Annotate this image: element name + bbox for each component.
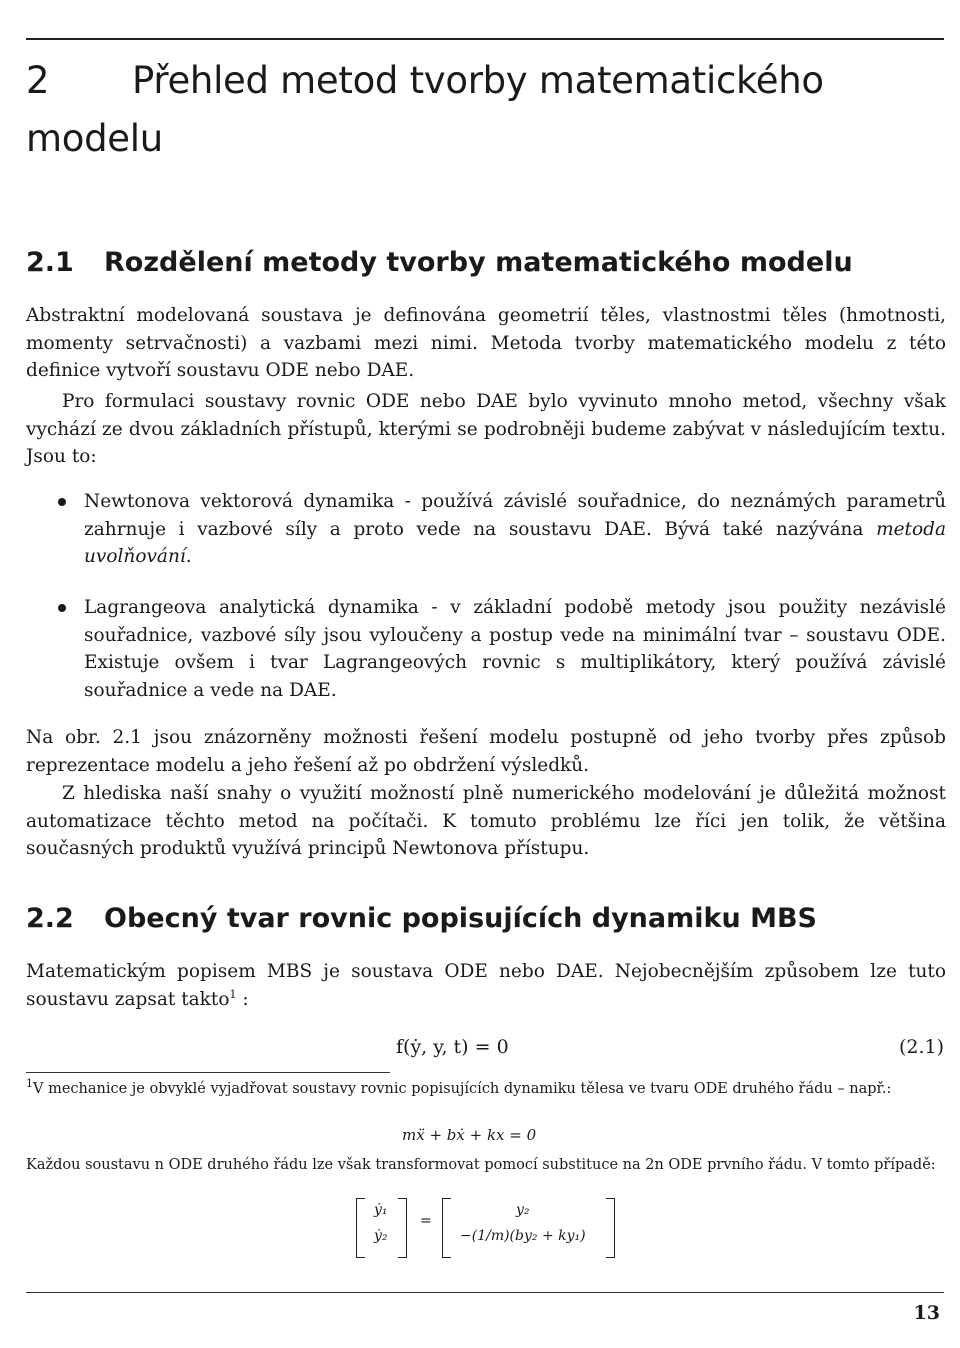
bullet-item: [84, 488, 946, 571]
matrix-equation: [356, 1194, 616, 1260]
footnote-rule: [26, 1072, 390, 1073]
section-title: Obecný tvar rovnic popisujících dynamiku MBS: [104, 903, 817, 934]
footnote-text-part: V mechanice je obvyklé vyjadřovat soustavy rovnic popisujících dynamiku tělesa ve tvaru ODE druhého řádu – např.:: [33, 1081, 892, 1097]
bracket-right: [398, 1198, 407, 1258]
footnote-ref: 1: [229, 987, 237, 1001]
paragraph: [26, 958, 946, 1013]
footnote-marker: 1: [26, 1077, 33, 1091]
paragraph: Pro formulaci soustavy rovnic ODE nebo DAE bylo vyvinuto mnoho metod, všechny však vychází ze dvou základních přístupů, kterými se podrobněji budeme zabývat v následujícím textu. Jsou to:: [26, 391, 946, 467]
matrix-cell: ẏ₂: [374, 1228, 388, 1244]
bracket-right: [606, 1198, 615, 1258]
section-heading-2-2: [26, 902, 817, 936]
bullet-text: Lagrangeova analytická dynamika - v základní podobě metody jsou použity nezávislé souřadnice, vazbové síly jsou vyloučeny a postup vede na minimální tvar – soustavu ODE. Existuje ovšem i tvar Lagrangeových rovnic s multiplikátory, který používá závislé souřadnice a vede na DAE.: [84, 597, 946, 701]
paragraph: Abstraktní modelovaná soustava je definována geometrií těles, vlastnostmi těles (hmotnosti, momenty setrvačnosti) a vazbami mezi nimi. Metoda tvorby matematického modelu z této definice vytvoří soustavu ODE nebo DAE.: [26, 305, 946, 381]
bracket-left: [356, 1198, 365, 1258]
bullet-emphasis: metoda uvolňování.: [84, 518, 946, 567]
chapter-title-line2: modelu: [26, 117, 163, 160]
bullet-dot: [58, 498, 66, 506]
footnote-text: Každou soustavu n ODE druhého řádu lze však transformovat pomocí substituce na 2n ODE prvního řádu. V tomto případě:: [26, 1157, 936, 1173]
section-title: Rozdělení metody tvorby matematického modelu: [104, 247, 853, 278]
bottom-rule: [26, 1292, 944, 1293]
matrix-cell: y₂: [516, 1202, 530, 1218]
equation-number: (2.1): [898, 1036, 944, 1058]
bullet-text: Newtonova vektorová dynamika - používá závislé souřadnice, do neznámých parametrů zahrnuje i vazbové síly a proto vede na soustavu DAE. Bývá také nazývána: [84, 491, 946, 540]
bullet-dot: [58, 604, 66, 612]
paragraph: Na obr. 2.1 jsou znázorněny možnosti řešení modelu postupně od jeho tvorby přes způsob reprezentace modelu a jeho řešení až po obdržení výsledků.: [26, 727, 946, 776]
section-number: 2.1: [26, 247, 74, 278]
paragraph-text: :: [236, 988, 249, 1010]
paragraph: Z hlediska naší snahy o využití možností plně numerického modelování je důležitá možnost automatizace těchto metod na počítači. K tomuto problému lze říci jen tolik, že většina současných produktů využívá principů Newtonova přístupu.: [26, 783, 946, 859]
page-number: 13: [913, 1302, 940, 1324]
matrix-equals: =: [420, 1213, 432, 1229]
bullet-item: [84, 594, 946, 704]
top-rule: [26, 38, 944, 40]
chapter-title-line1: Přehled metod tvorby matematického: [132, 59, 824, 102]
bracket-left: [442, 1198, 451, 1258]
chapter-number: 2: [26, 59, 50, 102]
equation: f(ẏ, y, t) = 0: [396, 1036, 509, 1058]
section-number: 2.2: [26, 903, 74, 934]
matrix-cell: ẏ₁: [374, 1202, 388, 1218]
paragraph-text: Matematickým popisem MBS je soustava ODE nebo DAE. Nejobecnějším způsobem lze tuto soustavu zapsat takto: [26, 961, 946, 1010]
matrix-cell: −(1/m)(by₂ + ky₁): [460, 1228, 586, 1244]
chapter-heading: [26, 52, 936, 168]
section-heading-2-1: [26, 246, 853, 280]
footnote-text: [26, 1078, 946, 1100]
footnote-equation: mẍ + bẋ + kx = 0: [402, 1126, 537, 1144]
